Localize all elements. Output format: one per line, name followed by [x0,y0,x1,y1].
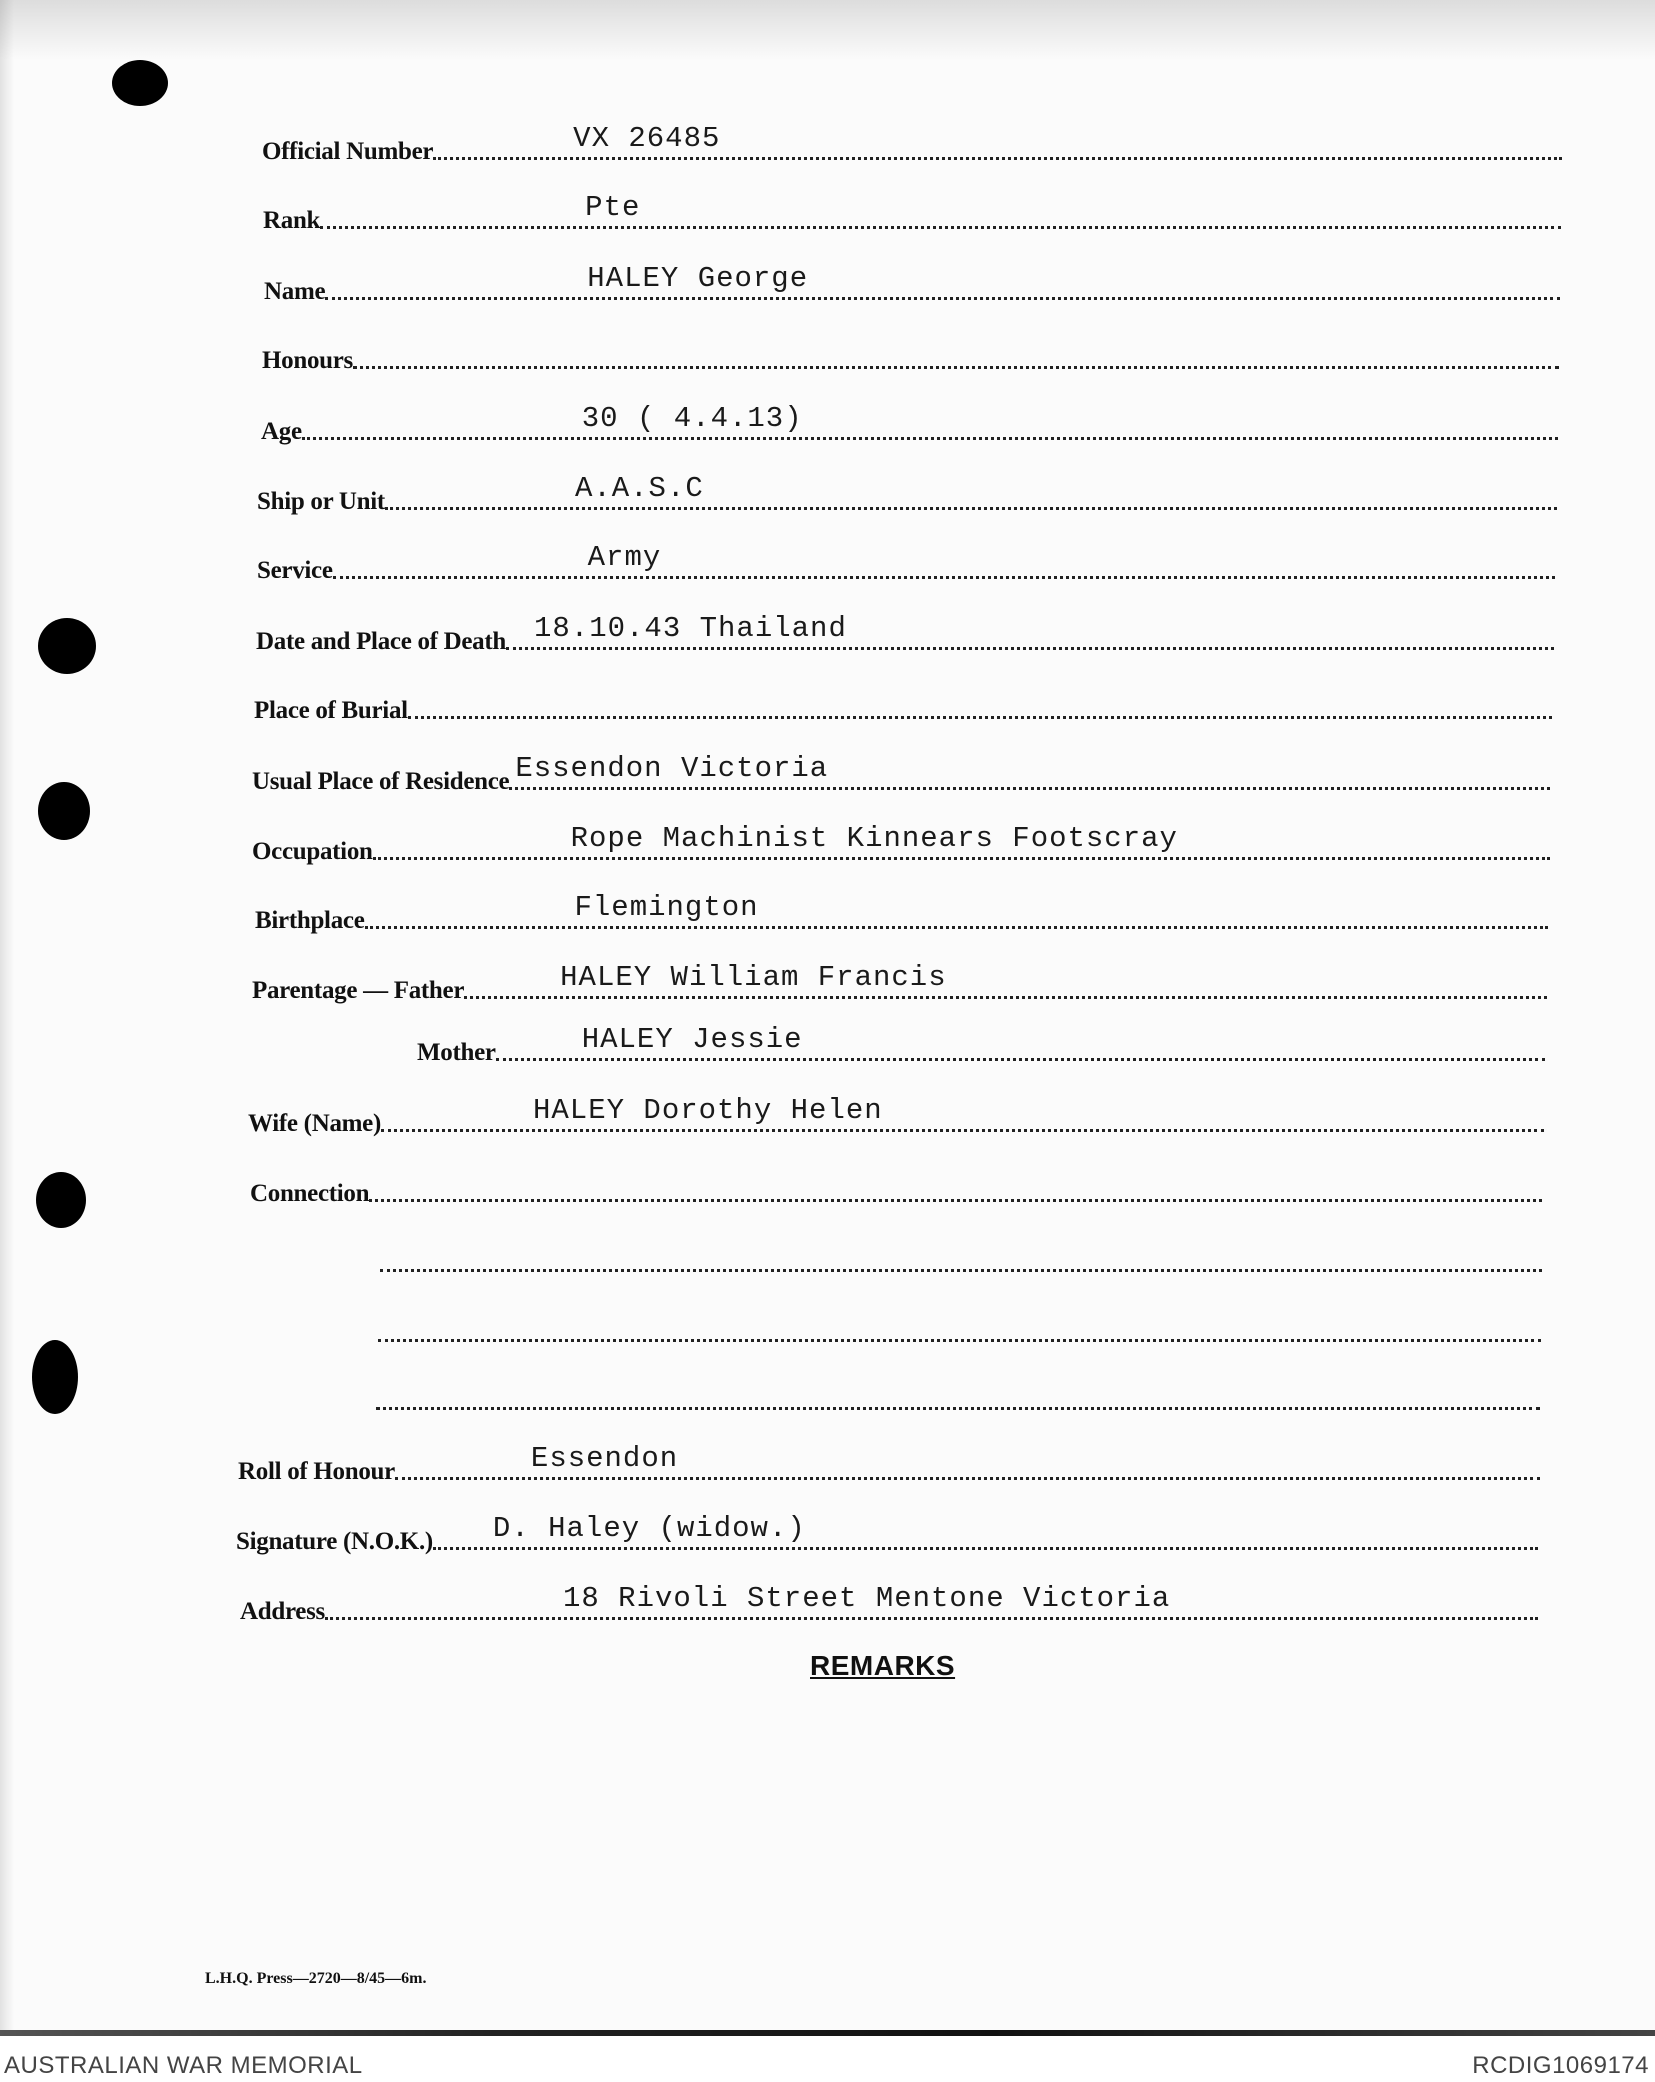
field-line [302,402,1558,440]
field-label: Name [264,278,326,305]
remarks-heading: REMARKS [810,1650,956,1681]
field-value-rank: Pte [585,191,641,224]
field-label: Honours [262,347,353,374]
field-line [408,715,1552,719]
connection-line [378,1338,1541,1342]
field-line [509,752,1550,790]
field-line [506,612,1554,650]
field-value-wife: HALEY Dorothy Helen [533,1094,883,1127]
field-label: Ship or Unit [257,488,385,515]
field-line [381,1094,1544,1132]
footer-source: AUSTRALIAN WAR MEMORIAL [4,2052,363,2079]
field-rank [263,193,1561,241]
field-name [264,264,1560,312]
field-wife-name [248,1096,1544,1144]
field-label: Rank [263,207,321,234]
field-value-ship-or-unit: A.A.S.C [574,472,704,505]
field-line [353,365,1559,369]
field-honours [262,333,1559,381]
scan-shadow-top [0,0,1655,60]
field-line [365,891,1549,929]
field-value-father: HALEY William Francis [560,961,947,994]
connection-line [376,1406,1540,1410]
field-line [333,541,1555,579]
field-date-place-of-death [256,614,1554,662]
field-label: Connection [250,1180,370,1207]
printer-imprint: L.H.Q. Press—2720—8/45—6m. [205,1970,427,1987]
field-line [385,472,1557,510]
punch-hole [112,60,168,106]
field-line [433,122,1562,160]
field-value-signature: D. Haley (widow.) [492,1512,806,1545]
field-line [325,262,1560,300]
field-value-mother: HALEY Jessie [581,1023,803,1056]
field-line [373,822,1550,860]
field-value-birthplace: Flemington [574,891,759,924]
field-line [464,961,1547,999]
field-parentage-mother [252,1025,1545,1073]
field-label: Official Number [262,138,434,165]
punch-hole [32,1340,78,1414]
field-line [320,191,1561,229]
field-label: Address [240,1598,325,1625]
field-usual-residence [252,754,1550,802]
field-ship-or-unit [257,474,1557,522]
field-parentage-father [252,963,1547,1011]
field-value-age: 30 ( 4.4.13) [581,402,803,435]
field-value-service: Army [587,541,662,574]
field-signature-nok [236,1514,1538,1562]
field-address [240,1584,1538,1632]
field-value-death: 18.10.43 Thailand [534,612,847,645]
field-value-occupation: Rope Machinist Kinnears Footscray [570,822,1178,855]
punch-hole [38,782,90,840]
field-place-of-burial [254,683,1552,731]
field-line [369,1198,1542,1202]
field-label: Age [261,418,302,445]
field-line [433,1512,1538,1550]
scan-shadow-left [0,0,14,2035]
field-label: Date and Place of Death [256,628,506,655]
field-label: Occupation [252,838,373,865]
field-occupation [252,824,1550,872]
field-line [395,1442,1540,1480]
punch-hole [38,618,96,674]
field-age [261,404,1558,452]
field-label: Birthplace [255,907,365,934]
field-line [496,1023,1545,1061]
punch-hole [36,1172,86,1228]
field-label: Service [257,557,333,584]
bottom-edge-line [0,2030,1655,2036]
field-value-residence: Essendon Victoria [515,752,829,785]
field-value-official-number: VX 26485 [573,122,721,155]
field-label: Place of Burial [254,697,408,724]
field-service [257,543,1555,591]
field-line [325,1582,1538,1620]
field-value-address: 18 Rivoli Street Mentone Victoria [562,1582,1171,1615]
field-label: Mother [417,1039,496,1066]
connection-line [380,1268,1542,1272]
field-birthplace [255,893,1548,941]
footer-reference: RCDIG1069174 [1472,2052,1649,2079]
field-label: Roll of Honour [238,1458,395,1485]
field-label: Usual Place of Residence [252,768,510,795]
field-label: Parentage — Father [252,977,465,1004]
field-label: Signature (N.O.K.) [236,1528,433,1555]
field-label: Wife (Name) [248,1110,381,1137]
field-connection [250,1166,1542,1214]
field-roll-of-honour [238,1444,1540,1492]
field-value-roll-of-honour: Essendon [530,1442,679,1475]
field-official-number [262,124,1562,172]
field-value-name: HALEY George [587,262,809,295]
